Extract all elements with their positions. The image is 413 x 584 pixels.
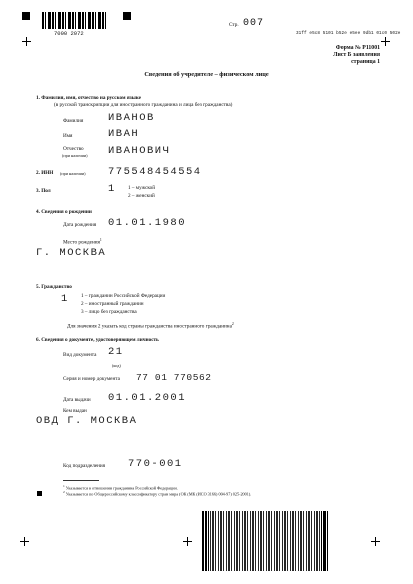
gender-value: 1 <box>108 183 116 195</box>
issue-date-value: 01.01.2001 <box>108 392 187 404</box>
citizenship-option-foreign: 2 – иностранный гражданин <box>81 301 144 307</box>
issued-by-value: ОВД Г. МОСКВА <box>36 415 138 427</box>
registration-mark-top-mid <box>123 12 131 20</box>
sheet-label: Лист Б заявления <box>333 52 380 58</box>
patronymic-note: (при наличии) <box>62 153 88 158</box>
patronymic-value: ИВАНОВИЧ <box>108 145 171 157</box>
registration-mark-top-left <box>22 12 30 20</box>
page-label: Стр. <box>229 22 239 28</box>
registration-cross-left <box>22 37 31 46</box>
name-label: Имя <box>63 133 73 139</box>
citizenship-note: Для значения 2 указать код страны гражданства иностранного гражданина$^2$ <box>67 322 234 330</box>
registration-cross-bottom-mid <box>183 537 192 546</box>
page-of-sheet: страница 1 <box>351 59 380 65</box>
footnote-1: $^1$ Указывается в отношении гражданина Российской Федерации. <box>63 484 178 491</box>
registration-cross-bottom-right <box>371 537 380 546</box>
form-number: Форма № Р11001 <box>335 45 380 51</box>
pdf417-barcode <box>202 511 328 571</box>
inn-value: 775548454554 <box>108 166 202 178</box>
doc-type-label: Вид документа <box>63 352 97 358</box>
surname-label: Фамилия <box>63 118 84 124</box>
citizenship-value: 1 <box>61 293 69 305</box>
birth-date-value: 01.01.1980 <box>108 217 187 229</box>
section2-note: (при наличии) <box>60 171 86 176</box>
section5-heading: 5. Гражданство <box>36 284 72 290</box>
issued-by-label: Кем выдан <box>63 408 87 414</box>
birth-place-label: Место рождения$^1$ <box>63 238 102 246</box>
barcode-number: 7000 2072 <box>54 30 84 37</box>
section1-subheading: (в русской транскрипции для иностранного гражданина и лица без гражданства) <box>54 102 233 108</box>
page-title: Сведения об учредителе – физическом лице <box>144 71 269 78</box>
doc-type-note: (код) <box>112 363 121 368</box>
name-value: ИВАН <box>108 128 140 140</box>
registration-mark-bottom-left <box>37 491 42 496</box>
hash-code: 31ff e5c8 5101 b52e e5ee 9db1 01c0 502e <box>296 31 401 36</box>
section3-heading: 3. Пол <box>36 188 51 194</box>
footnote-divider <box>63 480 99 481</box>
issue-date-label: Дата выдачи <box>63 397 91 403</box>
citizenship-option-russian: 1 – гражданин Российской Федерации <box>81 293 166 299</box>
doc-type-value: 21 <box>108 346 124 358</box>
patronymic-label: Отчество <box>63 146 84 152</box>
section2-heading: 2. ИНН <box>36 170 54 176</box>
page-number: 007 <box>243 18 265 29</box>
gender-option-male: 1 – мужской <box>128 185 156 191</box>
birth-place-value: Г. МОСКВА <box>36 247 107 259</box>
section4-heading: 4. Сведения о рождении <box>36 209 92 215</box>
surname-value: ИВАНОВ <box>108 112 155 124</box>
division-code-value: 770-001 <box>128 458 183 470</box>
registration-cross-right <box>381 37 390 46</box>
top-barcode <box>42 12 106 29</box>
footnote-2: $^2$ Указывается по Общероссийскому классификатору стран мира (ОК (МК (ИСО 3166) 004-97) 025-2001). <box>63 490 252 497</box>
section1-heading: 1. Фамилия, имя, отчество на русском языке <box>36 95 141 101</box>
birth-date-label: Дата рождения <box>63 222 97 228</box>
section6-heading: 6. Сведения о документе, удостоверяющем личность <box>36 337 159 343</box>
division-code-label: Код подразделения <box>63 463 106 469</box>
series-label: Серия и номер документа <box>63 376 120 382</box>
citizenship-option-stateless: 3 – лицо без гражданства <box>81 309 137 315</box>
gender-option-female: 2 – женский <box>128 193 155 199</box>
series-value: 77 01 770562 <box>136 372 212 383</box>
registration-cross-bottom-left <box>20 537 29 546</box>
